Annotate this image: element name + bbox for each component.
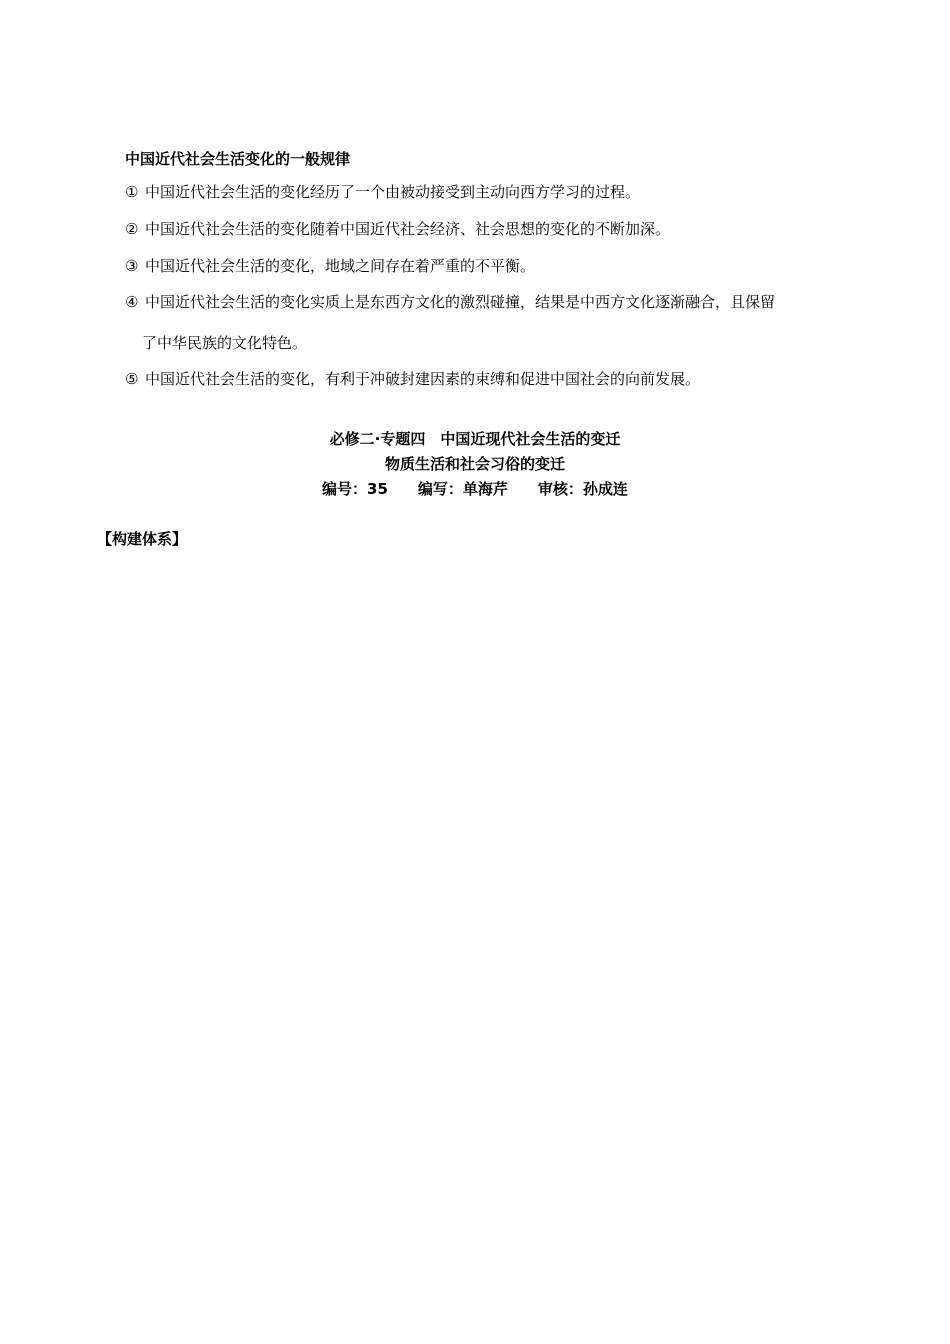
rule-item-2 (125, 219, 670, 239)
system-heading: 【构建体系】 (97, 530, 188, 548)
lesson-title: 必修二·专题四 中国近现代社会生活的变迁 (329, 430, 621, 448)
rule-item-1 (125, 182, 640, 202)
rule-text: 中国近代社会生活的变化实质上是东西方文化的激烈碰撞，结果是中西方文化逐渐融合，且保留 (145, 293, 776, 311)
rule-text: 中国近代社会生活的变化随着中国近代社会经济、社会思想的变化的不断加深。 (145, 220, 671, 238)
lesson-meta: 编号：35 编写：单海芹 审核：孙成连 (322, 480, 628, 498)
rule-item-4-continuation: 了中华民族的文化特色。 (142, 334, 308, 352)
lesson-subtitle: 物质生活和社会习俗的变迁 (384, 455, 565, 473)
rule-item-3 (125, 256, 535, 276)
rule-text: 中国近代社会生活的变化经历了一个由被动接受到主动向西方学习的过程。 (145, 183, 641, 201)
rule-item-5 (125, 369, 700, 389)
rule-marker: ② (125, 220, 139, 238)
rule-text: 中国近代社会生活的变化，地域之间存在着严重的不平衡。 (145, 257, 536, 275)
rule-marker: ③ (125, 257, 139, 275)
rule-marker: ⑤ (125, 370, 139, 388)
rule-marker: ④ (125, 293, 139, 311)
rules-heading: 中国近代社会生活变化的一般规律 (125, 150, 351, 168)
rule-text: 中国近代社会生活的变化，有利于冲破封建因素的束缚和促进中国社会的向前发展。 (145, 370, 701, 388)
rule-item-4 (125, 292, 775, 312)
rule-marker: ① (125, 183, 139, 201)
